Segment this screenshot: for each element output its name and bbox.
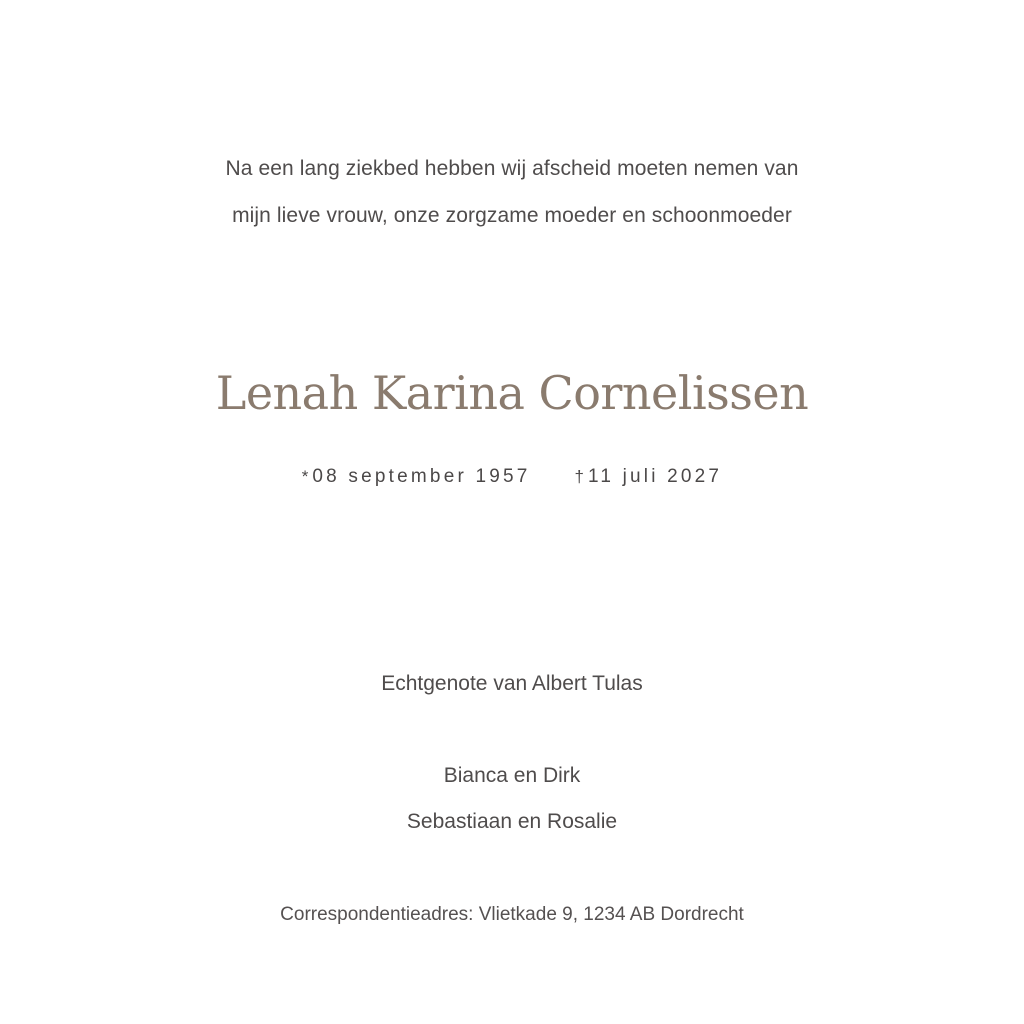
life-dates — [0, 466, 1024, 488]
death-date: 11 juli 2027 — [588, 466, 723, 487]
intro-line-1: Na een lang ziekbed hebben wij afscheid moeten nemen van — [225, 157, 799, 180]
intro-line-2: mijn lieve vrouw, onze zorgzame moeder en schoonmoeder — [232, 204, 792, 227]
birth-date: 08 september 1957 — [312, 466, 531, 487]
spouse-line: Echtgenote van Albert Tulas — [381, 672, 643, 695]
correspondence-address: Correspondentieadres: Vlietkade 9, 1234 AB Dordrecht — [280, 904, 744, 925]
children-line-2: Sebastiaan en Rosalie — [406, 810, 618, 833]
deceased-name: Lenah Karina Cornelissen — [215, 366, 809, 420]
children-line-1: Bianca en Dirk — [443, 764, 581, 787]
death-cross-icon: † — [574, 467, 585, 486]
birth-symbol: * — [301, 467, 309, 486]
